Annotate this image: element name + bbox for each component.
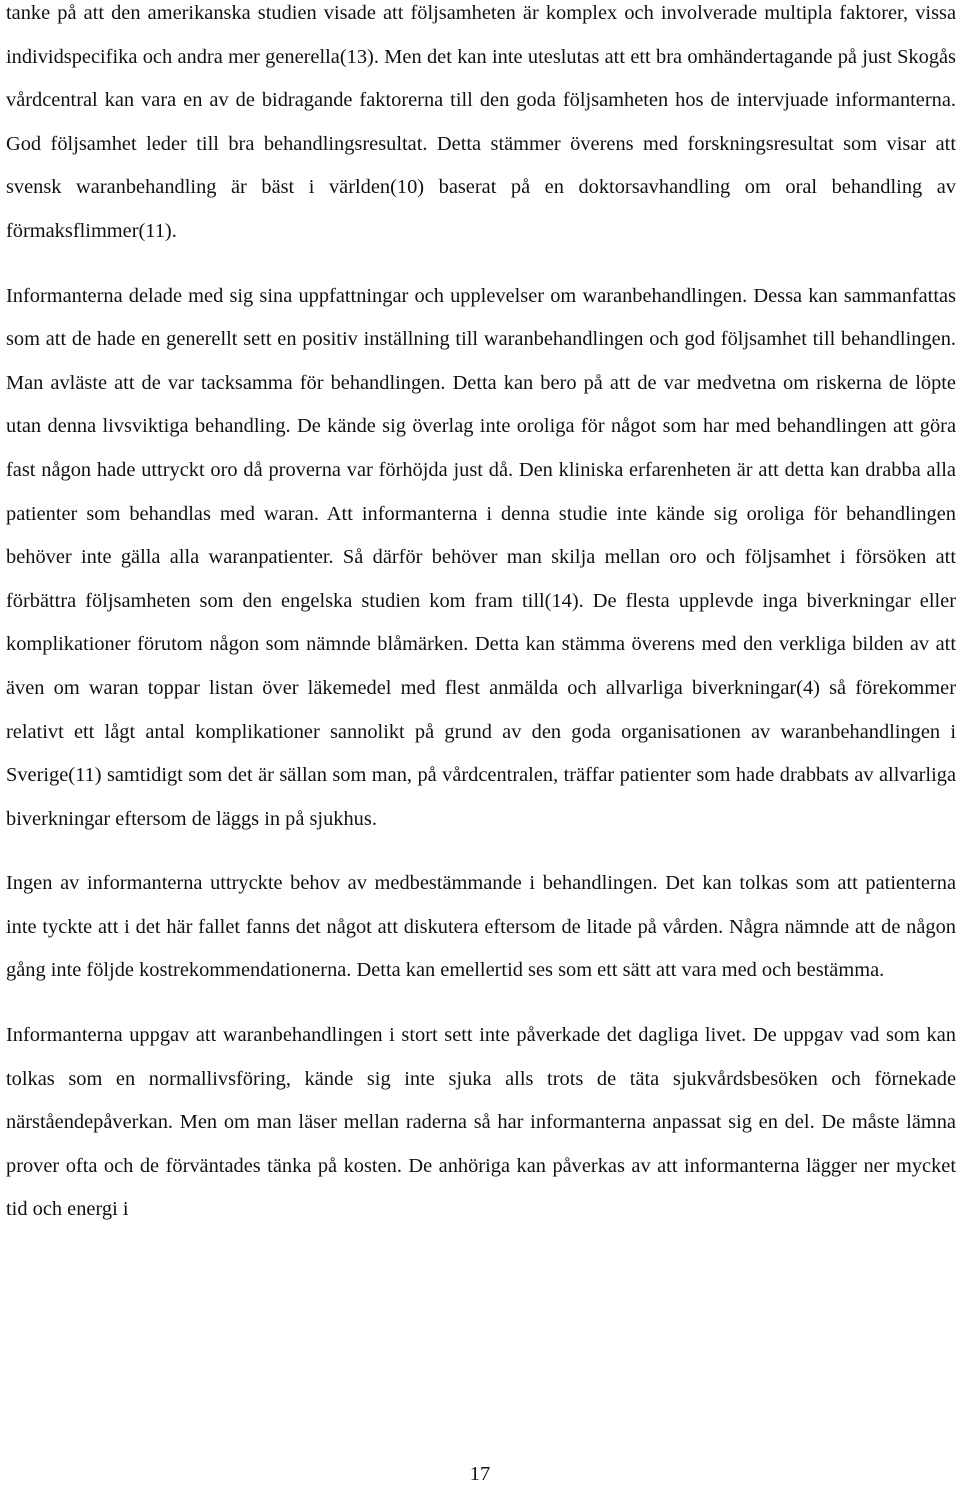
paragraph-3: Ingen av informanterna uttryckte behov av medbestämmande i behandlingen. Det kan tolkas som att patienterna inte tyckte att i det här fallet fanns det något att diskutera eftersom de litade på vården. Några nämnde att de någon gång inte följde kostrekommendationerna. Detta kan emellertid ses som ett sätt att vara med och bestämma. (6, 872, 956, 982)
document-page (6, 0, 956, 1232)
page-number: 17 (469, 1463, 491, 1485)
paragraph-4: Informanterna uppgav att waranbehandlingen i stort sett inte påverkade det dagliga livet. De uppgav vad som kan tolkas som en normallivsföring, kände sig inte sjuka alls trots de täta sjukvårdsbesöken och förnekade närståendepåverkan. Men om man läser mellan raderna så har informanterna anpassat sig en del. De måste lämna prover ofta och de förväntades tänka på kosten. De anhöriga kan påverkas av att informanterna lägger ner mycket tid och energi i (6, 1024, 956, 1221)
paragraph-1: tanke på att den amerikanska studien visade att följsamheten är komplex och involverade multipla faktorer, vissa individspecifika och andra mer generella(13). Men det kan inte uteslutas att ett bra omhändertagande på just Skogås vårdcentral kan vara en av de bidragande faktorerna till den goda följsamheten hos de intervjuade informanterna. God följsamhet leder till bra behandlingsresultat. Detta stämmer överens med forskningsresultat som visar att svensk waranbehandling är bäst i världen(10) baserat på en doktorsavhandling om oral behandling av förmaksflimmer(11). (6, 2, 956, 242)
paragraph-2: Informanterna delade med sig sina uppfattningar och upplevelser om waranbehandlingen. Dessa kan sammanfattas som att de hade en generellt sett en positiv inställning till waranbehandlingen och god följsamhet till behandlingen. Man avläste att de var tacksamma för behandlingen. Detta kan bero på att de var medvetna om riskerna de löpte utan denna livsviktiga behandling. De kände sig överlag inte oroliga för något som har med behandlingen att göra fast någon hade uttryckt oro då proverna var förhöjda just då. Den kliniska erfarenheten är att detta kan drabba alla patienter som behandlas med waran. Att informanterna i denna studie inte kände sig oroliga för behandlingen behöver inte gälla alla waranpatienter. Så därför behöver man skilja mellan oro och följsamhet i försöken att förbättra följsamheten som den engelska studien kom fram till(14). De flesta upplevde inga biverkningar eller komplikationer förutom någon som nämnde blåmärken. Detta kan stämma överens med den verkliga bilden av att även om waran toppar listan över läkemedel med flest anmälda och allvarliga biverkningar(4) så förekommer relativt ett lågt antal komplikationer sannolikt på grund av den goda organisationen av waranbehandlingen i Sverige(11) samtidigt som det är sällan som man, på vårdcentralen, träffar patienter som hade drabbats av allvarliga biverkningar eftersom de läggs in på sjukhus. (6, 284, 956, 830)
